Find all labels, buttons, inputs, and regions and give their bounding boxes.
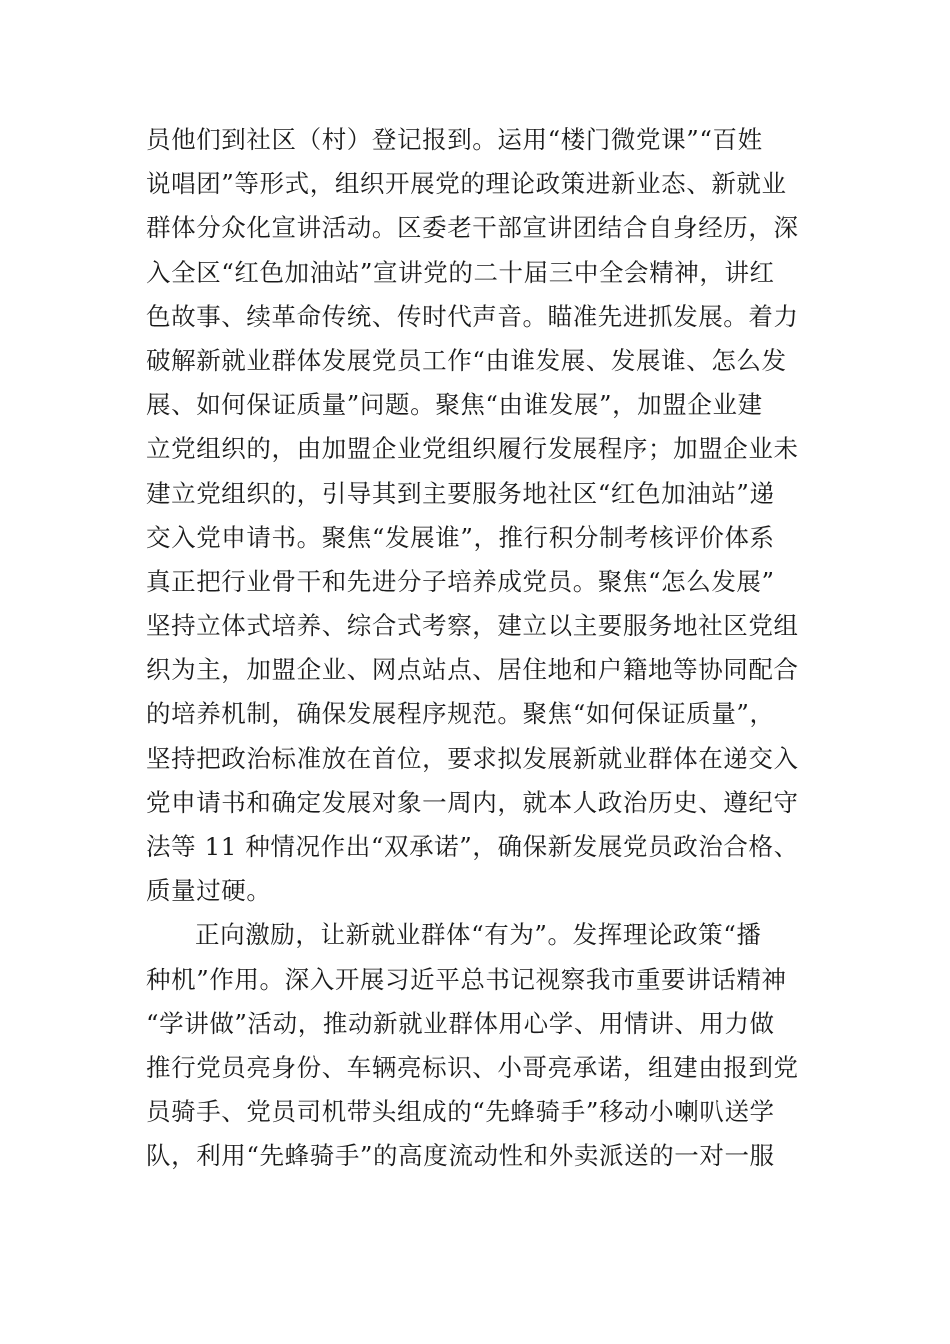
text-line: 员他们到社区（村）登记报到。运用“楼门微党课”“百姓 [146, 125, 763, 154]
text-line: 破解新就业群体发展党员工作“由谁发展、发展谁、怎么发 [146, 345, 787, 375]
text-line: 交入党申请书。聚焦“发展谁”，推行积分制考核评价体系 [146, 522, 775, 552]
text-line: 队，利用“先蜂骑手”的高度流动性和外卖派送的一对一服 [146, 1141, 775, 1171]
text-line: 党申请书和确定发展对象一周内，就本人政治历史、遵纪守 [146, 787, 799, 817]
text-line: 入全区“红色加油站”宣讲党的二十届三中全会精神，讲红 [146, 257, 775, 287]
text-line: “学讲做”活动，推动新就业群体用心学、用情讲、用力做 [146, 1008, 775, 1038]
paragraph-first-line: 正向激励，让新就业群体“有为”。发挥理论政策“播 [195, 920, 762, 950]
text-line: 的培养机制，确保发展程序规范。聚焦“如何保证质量”， [146, 699, 775, 729]
text-line: 员骑手、党员司机带头组成的“先蜂骑手”移动小喇叭送学 [146, 1097, 775, 1127]
text-line: 坚持把政治标准放在首位，要求拟发展新就业群体在递交入 [146, 743, 799, 773]
text-line: 坚持立体式培养、综合式考察，建立以主要服务地社区党组 [146, 611, 799, 641]
text-line: 真正把行业骨干和先进分子培养成党员。聚焦“怎么发展” [146, 566, 775, 596]
text-line: 展、如何保证质量”问题。聚焦“由谁发展”，加盟企业建 [146, 390, 763, 420]
body-text [146, 118, 846, 1179]
text-line: 建立党组织的，引导其到主要服务地社区“红色加油站”递 [146, 478, 775, 508]
text-line: 推行党员亮身份、车辆亮标识、小哥亮承诺，组建由报到党 [146, 1052, 799, 1082]
text-line: 说唱团”等形式，组织开展党的理论政策进新业态、新就业 [146, 169, 787, 199]
text-line: 立党组织的，由加盟企业党组织履行发展程序；加盟企业未 [146, 434, 799, 464]
text-line: 质量过硬。 [146, 876, 272, 906]
text-line: 种机”作用。深入开展习近平总书记视察我市重要讲话精神 [146, 964, 787, 994]
text-line: 法等 11 种情况作出“双承诺”，确保新发展党员政治合格、 [146, 832, 799, 861]
text-line: 群体分众化宣讲活动。区委老干部宣讲团结合自身经历，深 [146, 213, 799, 243]
text-line: 织为主，加盟企业、网点站点、居住地和户籍地等协同配合 [146, 655, 799, 685]
text-line: 色故事、续革命传统、传时代声音。瞄准先进抓发展。着力 [146, 301, 799, 331]
